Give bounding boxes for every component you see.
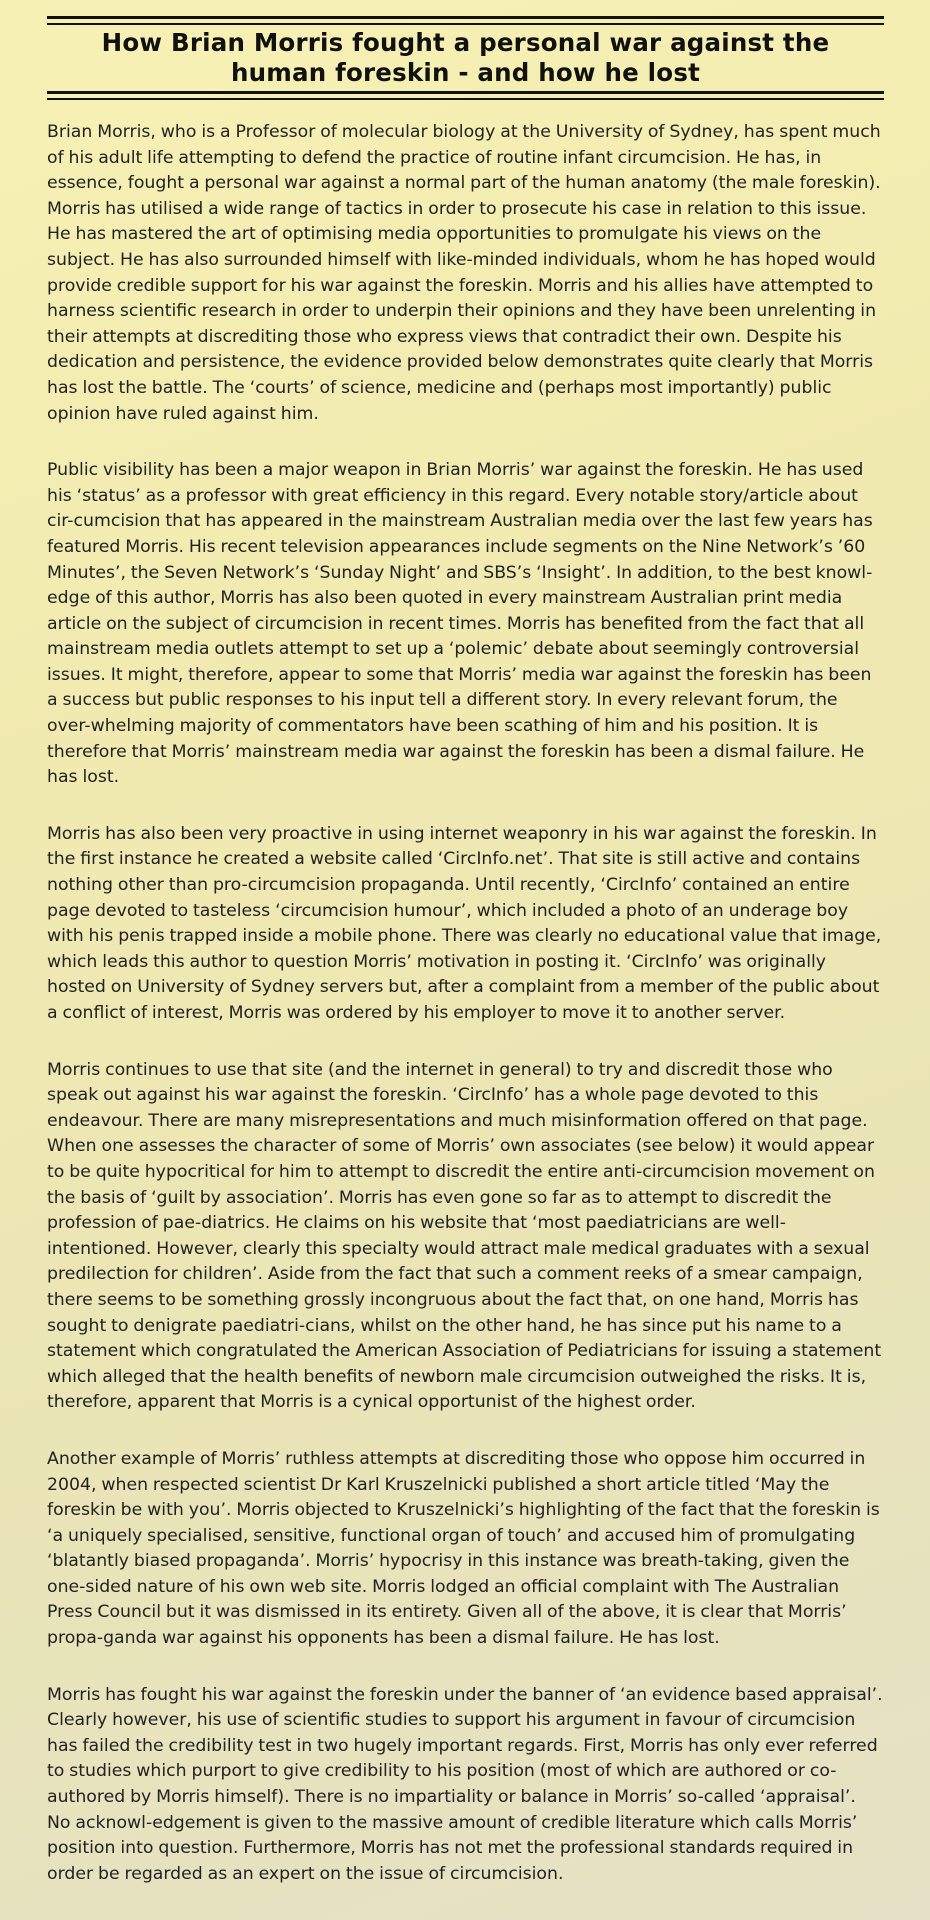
paragraph-intro: Brian Morris, who is a Professor of molecular biology at the University of Sydney, has spent much of his adult life attempting to defend the practice of routine infant circumcision. He has, in essence, fought a personal war against a normal part of the human anatomy (the male foreskin). Morris has utilised a wide range of tactics in order to prosecute his case in relation to this issue. He has mastered the art of optimising media opportunities to promulgate his views on the subject. He has also surrounded himself with like-minded individuals, whom he has hoped would provide credible support for his war against the foreskin. Morris and his allies have attempted to harness scientific research in order to underpin their opinions and they have been unrelenting in their attempts at discrediting those who express views that contradict their own. Despite his dedication and persistence, the evidence provided below demonstrates quite clearly that Morris has lost the battle. The ‘courts’ of science, medicine and (perhaps most importantly) public opinion have ruled against him. [47,122,881,424]
title-rule-top [47,16,884,25]
title-rule-bottom [47,91,884,100]
article-title: How Brian Morris fought a personal war against the human foreskin - and how he lost [101,28,830,87]
paragraph-circinfo: Morris continues to use that site (and the internet in general) to try and discredit those who speak out against his war against the foreskin. ‘CircInfo’ has a whole page devoted to this endeavour. There are many misrepresentations and much misinformation offered on that page. When one assesses the character of some of Morris’ own associates (see below) it would appear to be quite hypocritical for him to attempt to discredit the entire anti-circumcision movement on the basis of ‘guilt by association’. Morris has even gone so far as to attempt to discredit the profession of pae-diatrics. He claims on his website that ‘most paediatricians are well-intentioned. However, clearly this specialty would attract male medical graduates with a sexual predilection for children’. Aside from the fact that such a comment reeks of a smear campaign, there seems to be something grossly incongruous about the fact that, on one hand, Morris has sought to denigrate paediatri-cians, whilst on the other hand, he has since put his name to a statement which congratulated the American Association of Pediatricians for issuing a statement which alleged that the health benefits of newborn male circumcision outweighed the risks. It is, therefore, apparent that Morris is a cynical opportunist of the highest order. [47,1059,882,1413]
paragraph-evidence: Morris has fought his war against the foreskin under the banner of ‘an evidence based appraisal’. Clearly however, his use of scientific studies to support his argument in favour of circumcision has failed the credibility test in two hugely important regards. First, Morris has only ever referred to studies which purport to give credibility to his position (most of which are authored or co-authored by Morris himself). There is no impartiality or balance in Morris’ so-called ‘appraisal’. No acknowl-edgement is given to the massive amount of credible literature which calls Morris’ position into question. Furthermore, Morris has not met the professional standards required in order be regarded as an expert on the issue of circumcision. [47,1684,883,1884]
paragraph-kruszelnicki: Another example of Morris’ ruthless attempts at discrediting those who oppose him occurred in 2004, when respected scientist Dr Karl Kruszelnicki published a short article titled ‘May the foreskin be with you’. Morris objected to Kruszelnicki’s highlighting of the fact that the foreskin is ‘a uniquely specialised, sensitive, functional organ of touch’ and accused him of promulgating ‘blatantly biased propaganda’. Morris’ hypocrisy in this instance was breath-taking, given the one-sided nature of his own web site. Morris lodged an official complaint with The Australian Press Council but it was dismissed in its entirety. Given all of the above, it is clear that Morris’ propa-ganda war against his opponents has been a dismal failure. He has lost. [47,1448,880,1649]
paragraph-internet: Morris has also been very proactive in using internet weaponry in his war against the foreskin. In the first instance he created a website called ‘CircInfo.net’. That site is still active and contains nothing other than pro-circumcision propaganda. Until recently, ‘CircInfo’ contained an entire page devoted to tasteless ‘circumcision humour’, which included a photo of an underage boy with his penis trapped inside a mobile phone. There was clearly no educational value that image, which leads this author to question Morris’ motivation in posting it. ‘CircInfo’ was originally hosted on University of Sydney servers but, after a complaint from a member of the public about a conflict of interest, Morris was ordered by his employer to move it to another server. [47,823,882,1023]
article-body [47,120,884,1887]
paragraph-media: Public visibility has been a major weapon in Brian Morris’ war against the foreskin. He has used his ‘status’ as a professor with great efficiency in this regard. Every notable story/article about cir-cumcision that has appeared in the mainstream Australian media over the last few years has featured Morris. His recent television appearances include segments on the Nine Network’s ’60 Minutes’, the Seven Network’s ‘Sunday Night’ and SBS’s ‘Insight’. In addition, to the best knowl-edge of this author, Morris has also been quoted in every mainstream Australian print media article on the subject of circumcision in recent times. Morris has benefited from the fact that all mainstream media outlets attempt to set up a ‘polemic’ debate about seemingly controversial issues. It might, therefore, appear to some that Morris’ media war against the foreskin has been a success but public responses to his input tell a different story. In every relevant forum, the over-whelming majority of commentators have been scathing of him and his position. It is therefore that Morris’ mainstream media war against the foreskin has been a dismal failure. He has lost. [47,460,873,788]
title-block [47,16,884,100]
